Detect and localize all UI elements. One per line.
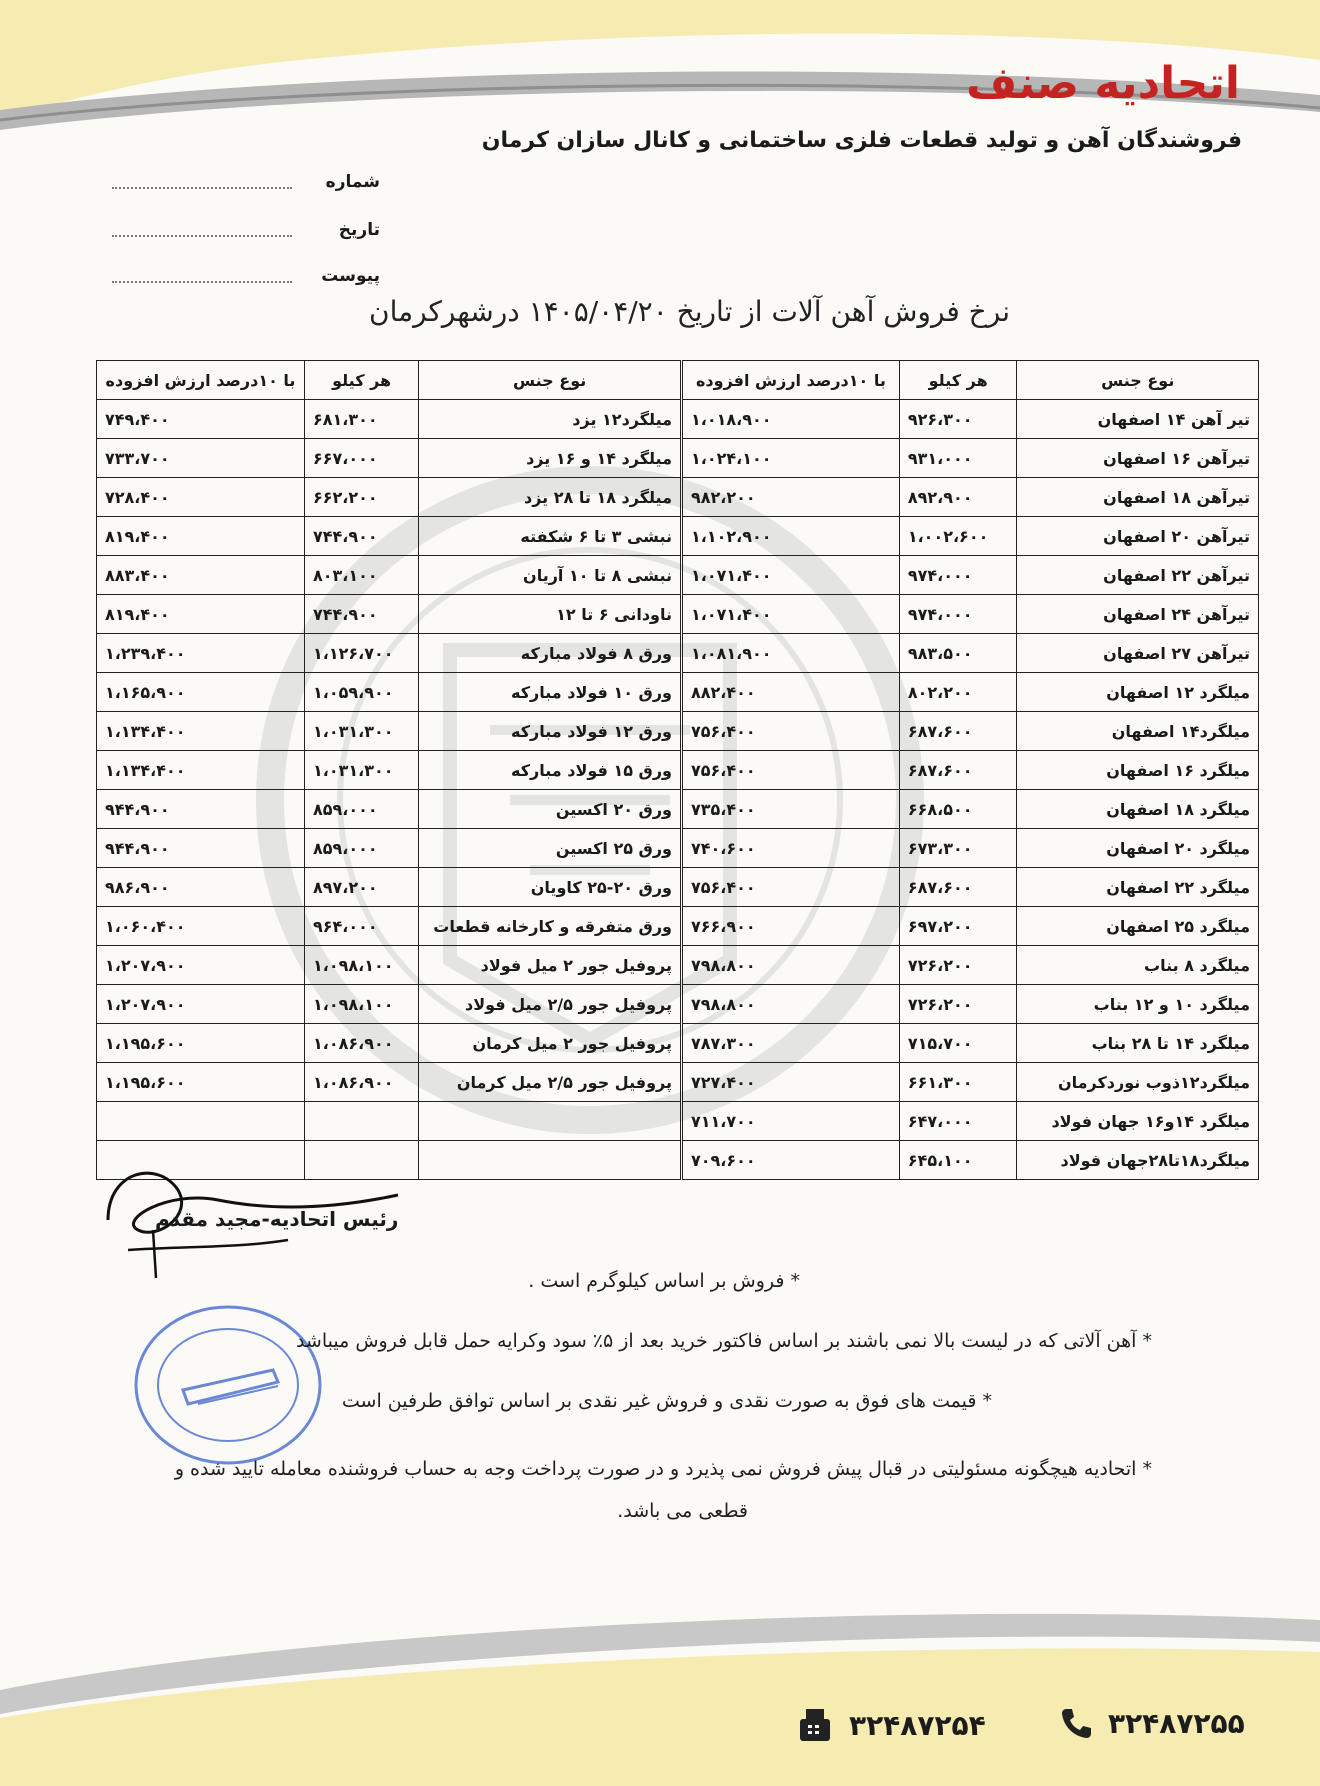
price-with-vat: ۱،۲۰۷،۹۰۰ [97, 946, 305, 985]
item-type: میلگرد ۱۸ اصفهان [1017, 790, 1259, 829]
price-per-kilo: ۷۴۴،۹۰۰ [304, 595, 418, 634]
item-type: میلگرد ۱۴ تا ۲۸ بناب [1017, 1024, 1259, 1063]
price-per-kilo: ۱،۰۸۶،۹۰۰ [304, 1063, 418, 1102]
price-with-vat: ۷۸۷،۳۰۰ [683, 1024, 900, 1063]
item-type: میلگرد ۸ بناب [1017, 946, 1259, 985]
left-table-header [97, 361, 681, 400]
price-with-vat: ۷۲۸،۴۰۰ [97, 478, 305, 517]
price-with-vat: ۹۴۴،۹۰۰ [97, 829, 305, 868]
fax-contact [795, 1705, 986, 1745]
table-row [97, 829, 681, 868]
union-subtitle: فروشندگان آهن و تولید قطعات فلزی ساختمانی و کانال سازان کرمان [481, 128, 1242, 153]
price-with-vat: ۹۴۴،۹۰۰ [97, 790, 305, 829]
price-with-vat: ۱،۰۲۴،۱۰۰ [683, 439, 900, 478]
price-with-vat: ۷۵۶،۴۰۰ [683, 712, 900, 751]
union-title: اتحادیه صنف [966, 58, 1240, 109]
item-type: تیرآهن ۲۰ اصفهان [1017, 517, 1259, 556]
table-row [683, 595, 1259, 634]
item-type: ناودانی ۶ تا ۱۲ [419, 595, 681, 634]
item-type: ورق ۱۲ فولاد مبارکه [419, 712, 681, 751]
table-row [683, 946, 1259, 985]
table-row [683, 1024, 1259, 1063]
note-2: * آهن آلاتی که در لیست بالا نمی باشند بر اساس فاکتور خرید بعد از ۵٪ سود وکرایه حمل قابل فروش میباشد [295, 1330, 1152, 1352]
attachment-dots [112, 269, 292, 283]
price-per-kilo: ۶۹۷،۲۰۰ [899, 907, 1017, 946]
price-per-kilo: ۶۴۵،۱۰۰ [899, 1141, 1017, 1180]
table-row [97, 556, 681, 595]
table-row [97, 400, 681, 439]
number-dots [112, 175, 292, 189]
table-row [683, 478, 1259, 517]
table-row [97, 478, 681, 517]
price-per-kilo: ۶۸۱،۳۰۰ [304, 400, 418, 439]
price-per-kilo: ۸۰۳،۱۰۰ [304, 556, 418, 595]
item-type: تیرآهن ۱۶ اصفهان [1017, 439, 1259, 478]
left-price-table [96, 360, 681, 1180]
item-type: میلگرد ۱۸ تا ۲۸ یزد [419, 478, 681, 517]
item-type: ورق متفرقه و کارخانه قطعات [419, 907, 681, 946]
table-row [683, 790, 1259, 829]
price-per-kilo: ۷۲۶،۲۰۰ [899, 985, 1017, 1024]
price-with-vat: ۱،۱۹۵،۶۰۰ [97, 1024, 305, 1063]
item-type: ورق ۲۰ اکسین [419, 790, 681, 829]
table-row [683, 829, 1259, 868]
price-with-vat: ۹۸۲،۲۰۰ [683, 478, 900, 517]
header-type: نوع جنس [1017, 361, 1259, 400]
price-per-kilo: ۷۱۵،۷۰۰ [899, 1024, 1017, 1063]
price-per-kilo: ۷۲۶،۲۰۰ [899, 946, 1017, 985]
table-row [683, 1141, 1259, 1180]
table-row [97, 517, 681, 556]
table-row [683, 751, 1259, 790]
header-type: نوع جنس [419, 361, 681, 400]
price-with-vat [97, 1102, 305, 1141]
price-per-kilo: ۶۶۷،۰۰۰ [304, 439, 418, 478]
price-with-vat: ۷۲۷،۴۰۰ [683, 1063, 900, 1102]
table-row [683, 868, 1259, 907]
note-4: * اتحادیه هیچگونه مسئولیتی در قبال پیش فروش نمی پذیرد و در صورت پرداخت وجه به حساب فروشنده معامله تایید شده و [174, 1458, 1152, 1480]
table-row [97, 439, 681, 478]
header-with-vat: با ۱۰درصد ارزش افزوده [97, 361, 305, 400]
table-row [97, 985, 681, 1024]
price-per-kilo: ۹۷۴،۰۰۰ [899, 595, 1017, 634]
number-label: شماره [325, 172, 380, 192]
price-per-kilo: ۶۷۳،۳۰۰ [899, 829, 1017, 868]
document-title: نرخ فروش آهن آلات از تاریخ ۱۴۰۵/۰۴/۲۰ درشهرکرمان [369, 295, 1010, 328]
item-type: میلگرد ۱۲ اصفهان [1017, 673, 1259, 712]
table-row [97, 673, 681, 712]
phone-icon [1058, 1705, 1094, 1741]
date-label: تاریخ [338, 220, 380, 240]
phone-contact [1058, 1705, 1245, 1741]
price-per-kilo: ۶۶۲،۲۰۰ [304, 478, 418, 517]
price-per-kilo: ۱،۰۵۹،۹۰۰ [304, 673, 418, 712]
price-per-kilo: ۱،۰۳۱،۳۰۰ [304, 751, 418, 790]
item-type: میلگرد ۱۰ و ۱۲ بناب [1017, 985, 1259, 1024]
official-stamp [128, 1300, 328, 1470]
price-with-vat: ۸۸۲،۴۰۰ [683, 673, 900, 712]
price-with-vat: ۷۹۸،۸۰۰ [683, 946, 900, 985]
item-type: میلگرد۱۲ یزد [419, 400, 681, 439]
table-row [97, 907, 681, 946]
table-row [683, 1102, 1259, 1141]
price-with-vat: ۷۴۰،۶۰۰ [683, 829, 900, 868]
price-per-kilo: ۶۶۸،۵۰۰ [899, 790, 1017, 829]
table-row [683, 985, 1259, 1024]
note-3: * قیمت های فوق به صورت نقدی و فروش غیر نقدی بر اساس توافق طرفین است [341, 1390, 992, 1412]
table-row [683, 517, 1259, 556]
table-row [683, 556, 1259, 595]
item-type [419, 1141, 681, 1180]
price-with-vat: ۷۴۹،۴۰۰ [97, 400, 305, 439]
table-row [97, 946, 681, 985]
price-per-kilo: ۱،۰۹۸،۱۰۰ [304, 946, 418, 985]
price-with-vat: ۷۰۹،۶۰۰ [683, 1141, 900, 1180]
item-type: ورق ۱۵ فولاد مبارکه [419, 751, 681, 790]
price-with-vat: ۱،۰۷۱،۴۰۰ [683, 556, 900, 595]
price-with-vat: ۷۵۶،۴۰۰ [683, 868, 900, 907]
price-per-kilo: ۶۸۷،۶۰۰ [899, 712, 1017, 751]
price-with-vat: ۱،۰۷۱،۴۰۰ [683, 595, 900, 634]
fax-icon [795, 1705, 835, 1745]
number-field [112, 172, 380, 192]
item-type: ورق ۲۰-۲۵ کاویان [419, 868, 681, 907]
price-per-kilo: ۹۳۱،۰۰۰ [899, 439, 1017, 478]
price-per-kilo: ۶۶۱،۳۰۰ [899, 1063, 1017, 1102]
price-with-vat: ۷۶۶،۹۰۰ [683, 907, 900, 946]
table-row [683, 1063, 1259, 1102]
price-with-vat: ۷۳۳،۷۰۰ [97, 439, 305, 478]
price-per-kilo: ۱،۰۹۸،۱۰۰ [304, 985, 418, 1024]
fax-number: ۳۲۴۸۷۲۵۴ [849, 1708, 986, 1742]
price-with-vat: ۷۵۶،۴۰۰ [683, 751, 900, 790]
price-per-kilo: ۷۴۴،۹۰۰ [304, 517, 418, 556]
item-type: تیرآهن ۲۲ اصفهان [1017, 556, 1259, 595]
table-row [683, 400, 1259, 439]
item-type: میلگرد ۱۶ اصفهان [1017, 751, 1259, 790]
item-type: میلگرد۱۲ذوب نوردکرمان [1017, 1063, 1259, 1102]
price-per-kilo [304, 1102, 418, 1141]
table-row [683, 634, 1259, 673]
footer-swoosh [0, 1590, 1320, 1786]
item-type: تیر آهن ۱۴ اصفهان [1017, 400, 1259, 439]
item-type: میلگرد۱۸تا۲۸جهان فولاد [1017, 1141, 1259, 1180]
item-type: میلگرد ۱۴و۱۶ جهان فولاد [1017, 1102, 1259, 1141]
price-with-vat: ۸۱۹،۴۰۰ [97, 517, 305, 556]
item-type: تیرآهن ۲۴ اصفهان [1017, 595, 1259, 634]
table-row [97, 1063, 681, 1102]
price-with-vat: ۸۸۳،۴۰۰ [97, 556, 305, 595]
price-with-vat: ۱،۲۰۷،۹۰۰ [97, 985, 305, 1024]
price-per-kilo: ۶۴۷،۰۰۰ [899, 1102, 1017, 1141]
price-per-kilo: ۹۲۶،۳۰۰ [899, 400, 1017, 439]
table-row [683, 439, 1259, 478]
price-per-kilo: ۸۹۲،۹۰۰ [899, 478, 1017, 517]
price-per-kilo: ۸۵۹،۰۰۰ [304, 790, 418, 829]
item-type: نبشی ۳ تا ۶ شکفته [419, 517, 681, 556]
table-row [683, 712, 1259, 751]
table-row [97, 868, 681, 907]
price-with-vat: ۱،۲۳۹،۴۰۰ [97, 634, 305, 673]
price-per-kilo: ۸۰۲،۲۰۰ [899, 673, 1017, 712]
item-type: ورق ۱۰ فولاد مبارکه [419, 673, 681, 712]
table-row [97, 790, 681, 829]
price-with-vat: ۱،۱۳۴،۴۰۰ [97, 751, 305, 790]
table-row [97, 634, 681, 673]
price-per-kilo: ۶۸۷،۶۰۰ [899, 868, 1017, 907]
item-type: میلگرد ۲۲ اصفهان [1017, 868, 1259, 907]
item-type: میلگرد ۲۰ اصفهان [1017, 829, 1259, 868]
price-with-vat: ۱،۰۱۸،۹۰۰ [683, 400, 900, 439]
price-per-kilo: ۱،۱۲۶،۷۰۰ [304, 634, 418, 673]
price-per-kilo: ۱،۰۳۱،۳۰۰ [304, 712, 418, 751]
price-per-kilo: ۸۹۷،۲۰۰ [304, 868, 418, 907]
price-per-kilo: ۶۸۷،۶۰۰ [899, 751, 1017, 790]
item-type: پروفیل جور ۲/۵ میل کرمان [419, 1063, 681, 1102]
attachment-field [112, 266, 380, 286]
signature-caption: رئیس اتحادیه-مجید مقدم [155, 1207, 399, 1231]
price-with-vat: ۹۸۶،۹۰۰ [97, 868, 305, 907]
item-type: میلگرد ۱۴ و ۱۶ یزد [419, 439, 681, 478]
table-row [97, 1102, 681, 1141]
header-with-vat: با ۱۰درصد ارزش افزوده [683, 361, 900, 400]
price-per-kilo: ۱،۰۸۶،۹۰۰ [304, 1024, 418, 1063]
item-type: پروفیل جور ۲ میل کرمان [419, 1024, 681, 1063]
item-type: تیرآهن ۱۸ اصفهان [1017, 478, 1259, 517]
price-per-kilo: ۱،۰۰۲،۶۰۰ [899, 517, 1017, 556]
note-5: قطعی می باشد. [617, 1500, 748, 1522]
item-type: نبشی ۸ تا ۱۰ آریان [419, 556, 681, 595]
item-type: میلگرد۱۴ اصفهان [1017, 712, 1259, 751]
table-row [97, 751, 681, 790]
header-per-kilo: هر کیلو [899, 361, 1017, 400]
price-per-kilo: ۹۸۳،۵۰۰ [899, 634, 1017, 673]
price-with-vat: ۷۹۸،۸۰۰ [683, 985, 900, 1024]
right-price-table [682, 360, 1259, 1180]
item-type: میلگرد ۲۵ اصفهان [1017, 907, 1259, 946]
item-type: پروفیل جور ۲/۵ میل فولاد [419, 985, 681, 1024]
item-type: تیرآهن ۲۷ اصفهان [1017, 634, 1259, 673]
price-per-kilo: ۸۵۹،۰۰۰ [304, 829, 418, 868]
attachment-label: پیوست [321, 266, 380, 286]
date-dots [112, 223, 292, 237]
header-per-kilo: هر کیلو [304, 361, 418, 400]
phone-number: ۳۲۴۸۷۲۵۵ [1108, 1706, 1245, 1740]
price-with-vat: ۱،۰۶۰،۴۰۰ [97, 907, 305, 946]
price-with-vat: ۱،۱۶۵،۹۰۰ [97, 673, 305, 712]
note-1: * فروش بر اساس کیلوگرم است . [528, 1270, 800, 1292]
price-with-vat: ۷۱۱،۷۰۰ [683, 1102, 900, 1141]
item-type: ورق ۸ فولاد مبارکه [419, 634, 681, 673]
table-row [683, 673, 1259, 712]
date-field [112, 220, 380, 240]
price-with-vat: ۷۳۵،۴۰۰ [683, 790, 900, 829]
item-type: پروفیل جور ۲ میل فولاد [419, 946, 681, 985]
table-row [97, 712, 681, 751]
table-row [97, 595, 681, 634]
price-with-vat: ۱،۱۰۲،۹۰۰ [683, 517, 900, 556]
price-with-vat: ۱،۰۸۱،۹۰۰ [683, 634, 900, 673]
table-row [97, 1024, 681, 1063]
price-per-kilo: ۹۷۴،۰۰۰ [899, 556, 1017, 595]
table-row [683, 907, 1259, 946]
price-per-kilo: ۹۶۴،۰۰۰ [304, 907, 418, 946]
price-with-vat: ۱،۱۹۵،۶۰۰ [97, 1063, 305, 1102]
price-with-vat: ۱،۱۳۴،۴۰۰ [97, 712, 305, 751]
price-with-vat: ۸۱۹،۴۰۰ [97, 595, 305, 634]
item-type: ورق ۲۵ اکسین [419, 829, 681, 868]
item-type [419, 1102, 681, 1141]
right-table-header [683, 361, 1259, 400]
